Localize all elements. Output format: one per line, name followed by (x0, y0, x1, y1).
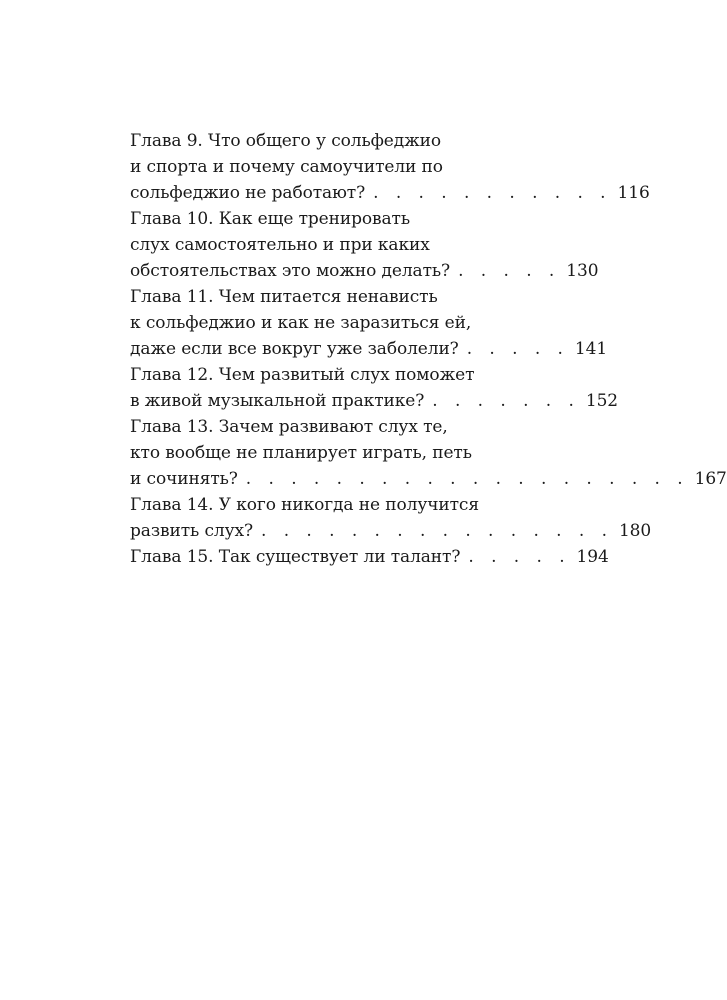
toc-entry-text-line: и спорта и почему самоучители по (130, 157, 443, 177)
dot-leader: . . . . . . . (432, 391, 580, 411)
page-number: 130 (566, 261, 599, 281)
page-number: 194 (576, 547, 609, 567)
dot-leader: . . . . . (458, 261, 561, 281)
toc-entry-last-line (130, 518, 652, 544)
dot-leader: . . . . . . . . . . . . . . . . (260, 521, 613, 541)
dot-leader: . . . . . (466, 339, 569, 359)
toc-entry-text-line: Глава 11. Чем питается ненависть (130, 287, 438, 307)
page-number: 141 (574, 339, 608, 359)
toc-entry-text: обстоятельствах это можно делать? (130, 261, 451, 281)
toc-entry-last-line (130, 466, 727, 492)
dot-leader: . . . . . (468, 547, 571, 567)
toc-entry-text-line: к сольфеджио и как не заразиться ей, (130, 313, 472, 333)
dot-leader: . . . . . . . . . . . . . . . . . . . . (245, 469, 689, 489)
toc-entry-chapter-13[interactable] (130, 414, 727, 492)
toc-entry-text: Глава 15. Так существует ли талант? (130, 547, 461, 567)
toc-entry-text: развить слух? (130, 521, 253, 541)
toc-entry-text-line: Глава 13. Зачем развивают слух те, (130, 417, 448, 437)
toc-entry-text-line: кто вообще не планирует играть, петь (130, 443, 472, 463)
toc-entry-chapter-11[interactable] (130, 284, 608, 362)
toc-entry-text: даже если все вокруг уже заболели? (130, 339, 459, 359)
toc-entry-text: сольфеджио не работают? (130, 183, 366, 203)
toc-entry-chapter-12[interactable] (130, 362, 619, 414)
page-number: 152 (585, 391, 619, 411)
table-of-contents (130, 128, 727, 570)
page-number: 180 (618, 521, 652, 541)
toc-entry-text-line: Глава 10. Как еще тренировать (130, 209, 410, 229)
toc-entry-text-line: Глава 14. У кого никогда не получится (130, 495, 479, 515)
toc-entry-text-line: Глава 9. Что общего у сольфеджио (130, 131, 442, 151)
toc-entry-text: и сочинять? (130, 469, 238, 489)
toc-entry-text: в живой музыкальной практике? (130, 391, 425, 411)
dot-leader: . . . . . . . . . . . (373, 183, 612, 203)
toc-entry-chapter-10[interactable] (130, 206, 599, 284)
toc-entry-last-line (130, 544, 609, 570)
toc-entry-last-line (130, 336, 608, 362)
page-number: 167 (694, 469, 727, 489)
toc-entry-chapter-9[interactable] (130, 128, 650, 206)
toc-entry-text-line: слух самостоятельно и при каких (130, 235, 430, 255)
toc-entry-last-line (130, 180, 650, 206)
toc-entry-last-line (130, 388, 619, 414)
toc-entry-last-line (130, 258, 599, 284)
toc-entry-chapter-15[interactable] (130, 544, 609, 570)
toc-entry-chapter-14[interactable] (130, 492, 652, 544)
toc-entry-text-line: Глава 12. Чем развитый слух поможет (130, 365, 475, 385)
page-number: 116 (617, 183, 650, 203)
